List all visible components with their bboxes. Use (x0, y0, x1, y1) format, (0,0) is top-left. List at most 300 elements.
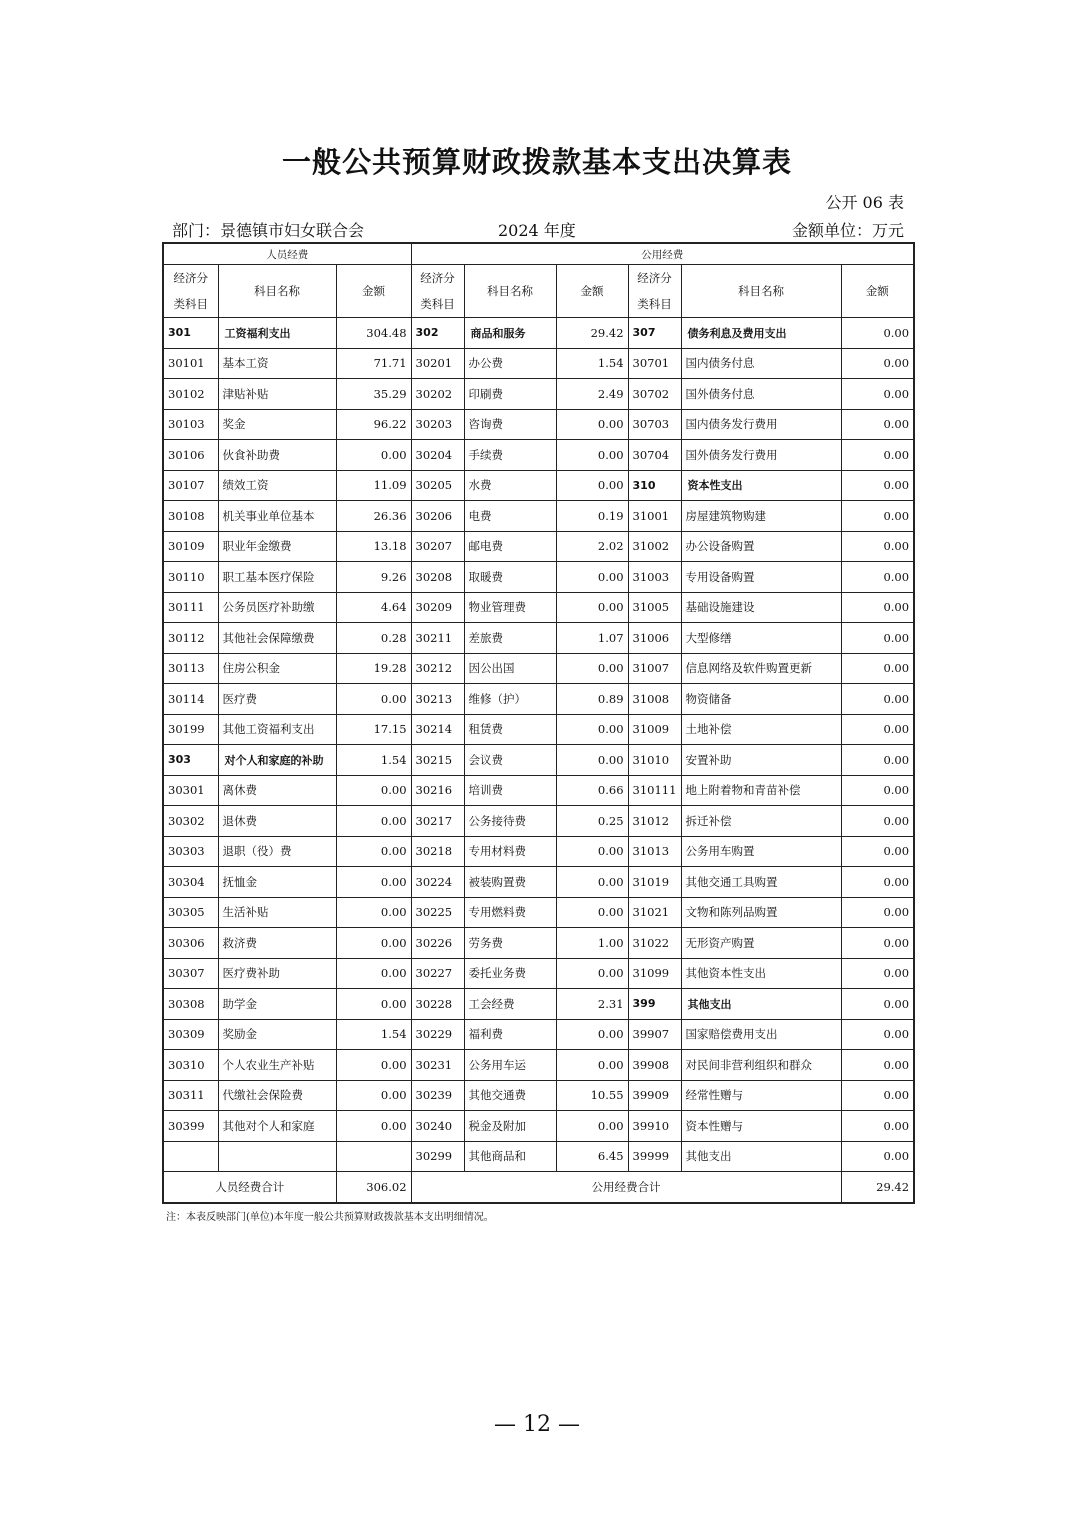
table-row (163, 1050, 914, 1081)
code-cell: 30211 (411, 623, 464, 654)
name-cell: 被装购置费 (464, 867, 556, 898)
name-cell: 无形资产购置 (681, 928, 841, 959)
code-cell: 39907 (628, 1019, 681, 1050)
table-row (163, 1080, 914, 1111)
name-cell: 国内债务付息 (681, 348, 841, 379)
name-cell: 委托业务费 (464, 958, 556, 989)
name-cell: 印刷费 (464, 379, 556, 410)
name-cell: 国家赔偿费用支出 (681, 1019, 841, 1050)
amount-cell: 0.00 (841, 1050, 914, 1081)
name-cell: 拆迁补偿 (681, 806, 841, 837)
code-cell: 30704 (628, 440, 681, 471)
amount-cell: 0.00 (841, 470, 914, 501)
page-number: — 12 — (494, 1412, 580, 1437)
amount-cell: 0.00 (841, 409, 914, 440)
amount-cell: 0.00 (841, 592, 914, 623)
amount-cell: 2.31 (556, 989, 628, 1020)
table-row (163, 1111, 914, 1142)
code-cell: 30311 (163, 1080, 218, 1111)
amount-cell: 0.00 (336, 958, 411, 989)
code-cell: 30216 (411, 775, 464, 806)
name-cell: 手续费 (464, 440, 556, 471)
code-cell: 30205 (411, 470, 464, 501)
name-cell: 物业管理费 (464, 592, 556, 623)
code-cell: 30224 (411, 867, 464, 898)
table-row (163, 745, 914, 776)
column-header-code: 经济分类科目 (163, 265, 218, 318)
code-cell: 31008 (628, 684, 681, 715)
amount-cell: 0.00 (841, 531, 914, 562)
name-cell: 其他支出 (681, 989, 841, 1020)
name-cell: 水费 (464, 470, 556, 501)
code-cell: 31099 (628, 958, 681, 989)
code-cell: 30239 (411, 1080, 464, 1111)
code-cell: 30112 (163, 623, 218, 654)
code-cell: 30212 (411, 653, 464, 684)
amount-cell: 96.22 (336, 409, 411, 440)
amount-cell: 0.00 (841, 867, 914, 898)
column-header-amount: 金额 (841, 265, 914, 318)
table-row (163, 1141, 914, 1172)
amount-cell: 13.18 (336, 531, 411, 562)
code-cell: 30299 (411, 1141, 464, 1172)
name-cell: 伙食补助费 (218, 440, 336, 471)
code-cell: 39908 (628, 1050, 681, 1081)
code-cell: 31001 (628, 501, 681, 532)
code-cell: 39909 (628, 1080, 681, 1111)
amount-cell: 0.00 (841, 440, 914, 471)
amount-cell: 11.09 (336, 470, 411, 501)
name-cell: 职业年金缴费 (218, 531, 336, 562)
amount-cell: 0.00 (336, 989, 411, 1020)
amount-cell: 0.00 (556, 745, 628, 776)
name-cell: 维修（护） (464, 684, 556, 715)
amount-cell: 0.00 (556, 440, 628, 471)
amount-cell: 0.00 (556, 867, 628, 898)
name-cell: 经常性赠与 (681, 1080, 841, 1111)
code-cell: 30308 (163, 989, 218, 1020)
amount-cell: 0.66 (556, 775, 628, 806)
name-cell: 文物和陈列品购置 (681, 897, 841, 928)
table-row (163, 623, 914, 654)
name-cell: 退职（役）费 (218, 836, 336, 867)
amount-cell: 0.00 (841, 775, 914, 806)
code-cell: 30113 (163, 653, 218, 684)
amount-cell: 0.00 (841, 1141, 914, 1172)
code-cell: 30204 (411, 440, 464, 471)
code-cell: 30109 (163, 531, 218, 562)
name-cell: 专用设备购置 (681, 562, 841, 593)
name-cell: 其他商品和 (464, 1141, 556, 1172)
table-row (163, 1019, 914, 1050)
name-cell: 住房公积金 (218, 653, 336, 684)
amount-cell: 9.26 (336, 562, 411, 593)
amount-cell: 0.89 (556, 684, 628, 715)
group-header-personnel: 人员经费 (163, 243, 411, 265)
code-cell: 30201 (411, 348, 464, 379)
amount-cell: 1.54 (336, 745, 411, 776)
code-cell: 301 (163, 318, 218, 349)
code-cell: 31012 (628, 806, 681, 837)
name-cell: 税金及附加 (464, 1111, 556, 1142)
personnel-total-label: 人员经费合计 (163, 1172, 336, 1204)
table-row (163, 836, 914, 867)
code-cell: 31002 (628, 531, 681, 562)
code-cell: 30107 (163, 470, 218, 501)
amount-cell: 2.49 (556, 379, 628, 410)
code-cell: 30231 (411, 1050, 464, 1081)
name-cell: 房屋建筑物购建 (681, 501, 841, 532)
amount-cell: 0.00 (336, 867, 411, 898)
public-total-label: 公用经费合计 (411, 1172, 841, 1204)
name-cell: 咨询费 (464, 409, 556, 440)
amount-cell: 1.07 (556, 623, 628, 654)
public-total-amount: 29.42 (841, 1172, 914, 1204)
code-cell: 31019 (628, 867, 681, 898)
amount-cell: 0.00 (556, 958, 628, 989)
totals-row (163, 1172, 914, 1204)
column-header-name: 科目名称 (218, 265, 336, 318)
table-row (163, 531, 914, 562)
amount-cell: 0.00 (556, 836, 628, 867)
code-cell: 30309 (163, 1019, 218, 1050)
code-cell: 30227 (411, 958, 464, 989)
amount-cell: 17.15 (336, 714, 411, 745)
code-cell: 30208 (411, 562, 464, 593)
table-row (163, 867, 914, 898)
amount-cell: 0.00 (336, 836, 411, 867)
name-cell: 医疗费补助 (218, 958, 336, 989)
amount-cell: 0.28 (336, 623, 411, 654)
code-cell: 30305 (163, 897, 218, 928)
name-cell: 大型修缮 (681, 623, 841, 654)
code-cell: 30111 (163, 592, 218, 623)
code-cell (163, 1141, 218, 1172)
amount-cell: 0.19 (556, 501, 628, 532)
name-cell: 退休费 (218, 806, 336, 837)
code-cell: 31022 (628, 928, 681, 959)
amount-cell: 0.00 (841, 348, 914, 379)
amount-cell: 0.00 (841, 928, 914, 959)
amount-cell: 0.00 (336, 775, 411, 806)
code-cell: 30399 (163, 1111, 218, 1142)
column-header-name: 科目名称 (464, 265, 556, 318)
name-cell: 其他对个人和家庭 (218, 1111, 336, 1142)
amount-cell: 1.00 (556, 928, 628, 959)
name-cell: 资本性赠与 (681, 1111, 841, 1142)
amount-cell: 26.36 (336, 501, 411, 532)
code-cell: 310111 (628, 775, 681, 806)
code-cell: 30240 (411, 1111, 464, 1142)
code-cell: 399 (628, 989, 681, 1020)
code-cell: 39999 (628, 1141, 681, 1172)
amount-cell: 0.00 (841, 501, 914, 532)
table-row (163, 806, 914, 837)
amount-cell: 0.00 (841, 836, 914, 867)
name-cell: 对民间非营利组织和群众 (681, 1050, 841, 1081)
code-cell: 30101 (163, 348, 218, 379)
column-header-amount: 金额 (556, 265, 628, 318)
code-cell: 31013 (628, 836, 681, 867)
table-row (163, 348, 914, 379)
column-header-code: 经济分类科目 (628, 265, 681, 318)
table-row (163, 897, 914, 928)
column-header-name: 科目名称 (681, 265, 841, 318)
name-cell: 公务用车运 (464, 1050, 556, 1081)
amount-cell: 0.00 (841, 958, 914, 989)
code-cell: 30703 (628, 409, 681, 440)
amount-cell (336, 1141, 411, 1172)
code-cell: 31005 (628, 592, 681, 623)
group-header-public: 公用经费 (411, 243, 914, 265)
code-cell: 30226 (411, 928, 464, 959)
code-cell: 31007 (628, 653, 681, 684)
table-row (163, 714, 914, 745)
amount-cell: 0.00 (841, 989, 914, 1020)
name-cell: 国外债务发行费用 (681, 440, 841, 471)
name-cell: 其他工资福利支出 (218, 714, 336, 745)
expenditure-table (162, 242, 915, 1204)
code-cell: 30202 (411, 379, 464, 410)
amount-cell: 1.54 (556, 348, 628, 379)
amount-cell: 0.00 (841, 1080, 914, 1111)
code-cell: 30701 (628, 348, 681, 379)
amount-cell: 0.00 (556, 714, 628, 745)
name-cell: 其他社会保障缴费 (218, 623, 336, 654)
amount-cell: 0.00 (336, 1111, 411, 1142)
column-header-code: 经济分类科目 (411, 265, 464, 318)
name-cell: 培训费 (464, 775, 556, 806)
amount-cell: 0.00 (841, 684, 914, 715)
name-cell: 公务接待费 (464, 806, 556, 837)
code-cell: 30302 (163, 806, 218, 837)
column-header-amount: 金额 (336, 265, 411, 318)
table-row (163, 958, 914, 989)
department-label: 部门：景德镇市妇女联合会 (172, 221, 365, 240)
amount-cell: 0.00 (336, 928, 411, 959)
name-cell: 专用材料费 (464, 836, 556, 867)
code-cell: 30102 (163, 379, 218, 410)
amount-cell: 0.00 (841, 806, 914, 837)
amount-cell: 0.00 (556, 470, 628, 501)
name-cell: 生活补贴 (218, 897, 336, 928)
amount-cell: 10.55 (556, 1080, 628, 1111)
code-cell: 30207 (411, 531, 464, 562)
amount-cell: 0.00 (556, 1050, 628, 1081)
name-cell: 因公出国 (464, 653, 556, 684)
table-row (163, 318, 914, 349)
name-cell: 土地补偿 (681, 714, 841, 745)
amount-cell: 0.00 (556, 897, 628, 928)
amount-cell: 71.71 (336, 348, 411, 379)
table-row (163, 470, 914, 501)
code-cell: 30106 (163, 440, 218, 471)
code-cell: 30110 (163, 562, 218, 593)
amount-cell: 0.00 (841, 897, 914, 928)
code-cell: 303 (163, 745, 218, 776)
name-cell: 救济费 (218, 928, 336, 959)
name-cell: 绩效工资 (218, 470, 336, 501)
amount-cell: 0.00 (841, 562, 914, 593)
name-cell: 国内债务发行费用 (681, 409, 841, 440)
code-cell: 30203 (411, 409, 464, 440)
table-row (163, 653, 914, 684)
name-cell (218, 1141, 336, 1172)
code-cell: 30301 (163, 775, 218, 806)
amount-cell: 0.00 (841, 379, 914, 410)
personnel-total-amount: 306.02 (336, 1172, 411, 1204)
code-cell: 31009 (628, 714, 681, 745)
amount-cell: 0.00 (556, 562, 628, 593)
page-title: 一般公共预算财政拨款基本支出决算表 (281, 145, 792, 179)
name-cell: 奖励金 (218, 1019, 336, 1050)
name-cell: 基础设施建设 (681, 592, 841, 623)
table-row (163, 440, 914, 471)
name-cell: 其他支出 (681, 1141, 841, 1172)
name-cell: 电费 (464, 501, 556, 532)
amount-cell: 0.00 (841, 745, 914, 776)
amount-cell: 0.00 (336, 806, 411, 837)
table-row (163, 592, 914, 623)
name-cell: 其他交通费 (464, 1080, 556, 1111)
amount-cell: 4.64 (336, 592, 411, 623)
code-cell: 30229 (411, 1019, 464, 1050)
code-cell: 30310 (163, 1050, 218, 1081)
name-cell: 办公设备购置 (681, 531, 841, 562)
amount-cell: 0.00 (556, 592, 628, 623)
amount-cell: 2.02 (556, 531, 628, 562)
code-cell: 30306 (163, 928, 218, 959)
name-cell: 工资福利支出 (218, 318, 336, 349)
code-cell: 39910 (628, 1111, 681, 1142)
name-cell: 资本性支出 (681, 470, 841, 501)
amount-cell: 0.00 (556, 653, 628, 684)
name-cell: 抚恤金 (218, 867, 336, 898)
code-cell: 31021 (628, 897, 681, 928)
name-cell: 对个人和家庭的补助 (218, 745, 336, 776)
table-note: 注：本表反映部门(单位)本年度一般公共预算财政拨款基本支出明细情况。 (166, 1212, 494, 1223)
name-cell: 其他资本性支出 (681, 958, 841, 989)
code-cell: 30218 (411, 836, 464, 867)
name-cell: 邮电费 (464, 531, 556, 562)
amount-cell: 6.45 (556, 1141, 628, 1172)
code-cell: 30114 (163, 684, 218, 715)
code-cell: 30304 (163, 867, 218, 898)
name-cell: 福利费 (464, 1019, 556, 1050)
name-cell: 职工基本医疗保险 (218, 562, 336, 593)
code-cell: 30103 (163, 409, 218, 440)
amount-cell: 0.00 (556, 409, 628, 440)
table-row (163, 409, 914, 440)
code-cell: 302 (411, 318, 464, 349)
name-cell: 劳务费 (464, 928, 556, 959)
table-row (163, 775, 914, 806)
amount-cell: 35.29 (336, 379, 411, 410)
name-cell: 医疗费 (218, 684, 336, 715)
code-cell: 31010 (628, 745, 681, 776)
name-cell: 专用燃料费 (464, 897, 556, 928)
table-row (163, 989, 914, 1020)
name-cell: 奖金 (218, 409, 336, 440)
code-cell: 30214 (411, 714, 464, 745)
amount-cell: 0.00 (841, 714, 914, 745)
code-cell: 30225 (411, 897, 464, 928)
amount-cell: 0.00 (336, 1080, 411, 1111)
code-cell: 310 (628, 470, 681, 501)
code-cell: 30303 (163, 836, 218, 867)
amount-cell: 0.25 (556, 806, 628, 837)
amount-cell: 0.00 (556, 1019, 628, 1050)
amount-cell: 0.00 (336, 684, 411, 715)
name-cell: 信息网络及软件购置更新 (681, 653, 841, 684)
amount-cell: 0.00 (841, 623, 914, 654)
name-cell: 助学金 (218, 989, 336, 1020)
name-cell: 差旅费 (464, 623, 556, 654)
code-cell: 307 (628, 318, 681, 349)
amount-unit: 金额单位：万元 (791, 221, 904, 240)
name-cell: 工会经费 (464, 989, 556, 1020)
code-cell: 30217 (411, 806, 464, 837)
name-cell: 地上附着物和青苗补偿 (681, 775, 841, 806)
name-cell: 个人农业生产补贴 (218, 1050, 336, 1081)
table-row (163, 562, 914, 593)
code-cell: 30209 (411, 592, 464, 623)
amount-cell: 0.00 (841, 1111, 914, 1142)
name-cell: 其他交通工具购置 (681, 867, 841, 898)
code-cell: 30108 (163, 501, 218, 532)
name-cell: 办公费 (464, 348, 556, 379)
amount-cell: 1.54 (336, 1019, 411, 1050)
name-cell: 取暖费 (464, 562, 556, 593)
fiscal-year: 2024 年度 (498, 221, 576, 240)
amount-cell: 0.00 (336, 440, 411, 471)
name-cell: 机关事业单位基本 (218, 501, 336, 532)
name-cell: 物资储备 (681, 684, 841, 715)
code-cell: 30199 (163, 714, 218, 745)
name-cell: 公务用车购置 (681, 836, 841, 867)
name-cell: 会议费 (464, 745, 556, 776)
code-cell: 31003 (628, 562, 681, 593)
amount-cell: 19.28 (336, 653, 411, 684)
name-cell: 基本工资 (218, 348, 336, 379)
code-cell: 30702 (628, 379, 681, 410)
name-cell: 债务利息及费用支出 (681, 318, 841, 349)
table-row (163, 684, 914, 715)
table-row (163, 501, 914, 532)
name-cell: 离休费 (218, 775, 336, 806)
name-cell: 代缴社会保险费 (218, 1080, 336, 1111)
amount-cell: 0.00 (336, 897, 411, 928)
amount-cell: 29.42 (556, 318, 628, 349)
table-number: 公开 06 表 (825, 193, 904, 212)
amount-cell: 0.00 (336, 1050, 411, 1081)
name-cell: 国外债务付息 (681, 379, 841, 410)
code-cell: 30307 (163, 958, 218, 989)
code-cell: 30228 (411, 989, 464, 1020)
name-cell: 安置补助 (681, 745, 841, 776)
amount-cell: 304.48 (336, 318, 411, 349)
amount-cell: 0.00 (841, 1019, 914, 1050)
code-cell: 31006 (628, 623, 681, 654)
code-cell: 30213 (411, 684, 464, 715)
amount-cell: 0.00 (841, 653, 914, 684)
code-cell: 30215 (411, 745, 464, 776)
name-cell: 商品和服务 (464, 318, 556, 349)
amount-cell: 0.00 (556, 1111, 628, 1142)
table-row (163, 379, 914, 410)
table-row (163, 928, 914, 959)
name-cell: 公务员医疗补助缴 (218, 592, 336, 623)
